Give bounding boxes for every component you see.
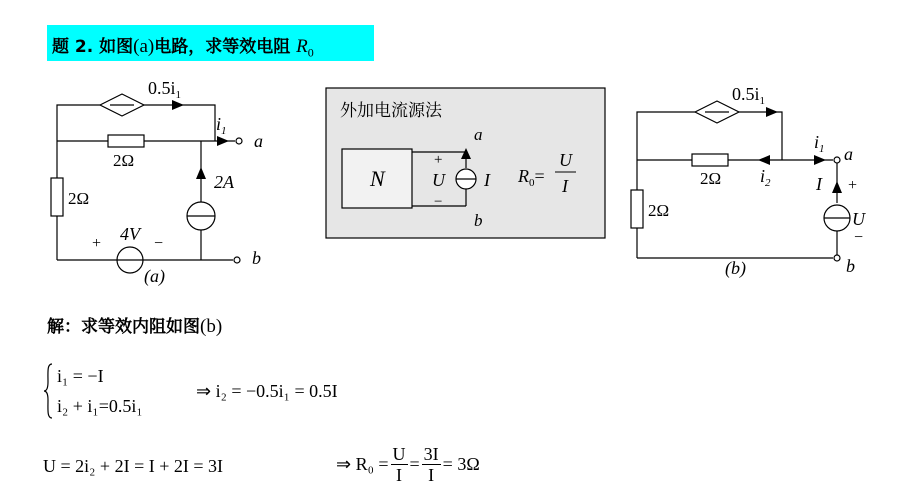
circuit-a <box>40 78 290 290</box>
equation-result-1: ⇒ i₂ = −0.5i₁ = 0.5I <box>196 381 338 401</box>
svg-text:2Ω: 2Ω <box>68 189 90 208</box>
problem-title: 题 2. 如图(a)电路，求等效电阻 $R_0$ <box>52 36 314 60</box>
svg-text:2Ω: 2Ω <box>113 151 135 170</box>
solution-label: 解：求等效内阻如图(b) <box>47 316 223 337</box>
svg-text:N: N <box>370 166 385 191</box>
brace <box>43 362 53 420</box>
svg-text:2Ω: 2Ω <box>700 169 722 188</box>
svg-text:a: a <box>254 131 263 151</box>
equation-r0: ⇒ R₀ = $\frac{U}{I}$ = $\frac{3I}{I}$ = 3Ω <box>336 443 480 485</box>
svg-text:i2: $i_2$ <box>760 166 771 189</box>
svg-text:U: U <box>852 209 865 229</box>
svg-text:a: a <box>844 144 853 164</box>
svg-text:i1: $i_1$ <box>216 114 227 137</box>
fraction-3i-over-i: $\frac{3I}{I}$ <box>423 443 439 485</box>
svg-text:0.5i1: $0.5i_1$ <box>148 78 182 101</box>
svg-text:0.5i1: $0.5i_1$ <box>732 84 766 107</box>
svg-text:+: + <box>92 235 102 252</box>
svg-text:(a): (a) <box>144 266 165 286</box>
svg-text:−: − <box>154 235 164 252</box>
equation-line-2: U = 2i₂ + 2I = I + 2I = 3I <box>43 456 224 476</box>
svg-text:2A: 2A <box>214 172 234 192</box>
svg-text:+: + <box>848 177 858 194</box>
svg-text:(b): (b) <box>725 258 746 278</box>
svg-text:U: U <box>432 170 445 190</box>
svg-text:4V: 4V <box>120 224 140 244</box>
svg-text:+: + <box>434 152 443 168</box>
equation-1: i₁ = −I <box>57 366 104 386</box>
svg-text:I: I <box>484 170 490 190</box>
svg-text:−: − <box>854 229 864 246</box>
circuit-b <box>630 78 870 288</box>
svg-text:b: b <box>252 248 261 268</box>
svg-text:外加电流源法: 外加电流源法 <box>340 101 442 120</box>
svg-text:i1: $i_1$ <box>814 132 825 155</box>
svg-text:I: I <box>562 176 568 196</box>
svg-text:b: b <box>846 256 855 276</box>
equation-2: i₂ + i₁=0.5i₁ <box>57 396 143 416</box>
fraction-u-over-i: $\frac{U}{I}$ <box>392 443 406 485</box>
method-box <box>324 86 608 241</box>
svg-text:2Ω: 2Ω <box>648 201 670 220</box>
svg-text:−: − <box>434 194 443 210</box>
svg-text:I: I <box>816 174 822 194</box>
equation-system <box>43 362 173 422</box>
svg-text:b: b <box>474 211 483 230</box>
svg-text:a: a <box>474 125 483 144</box>
svg-text:R0=: $R_0=$ <box>518 166 545 189</box>
svg-text:U: U <box>559 150 572 170</box>
